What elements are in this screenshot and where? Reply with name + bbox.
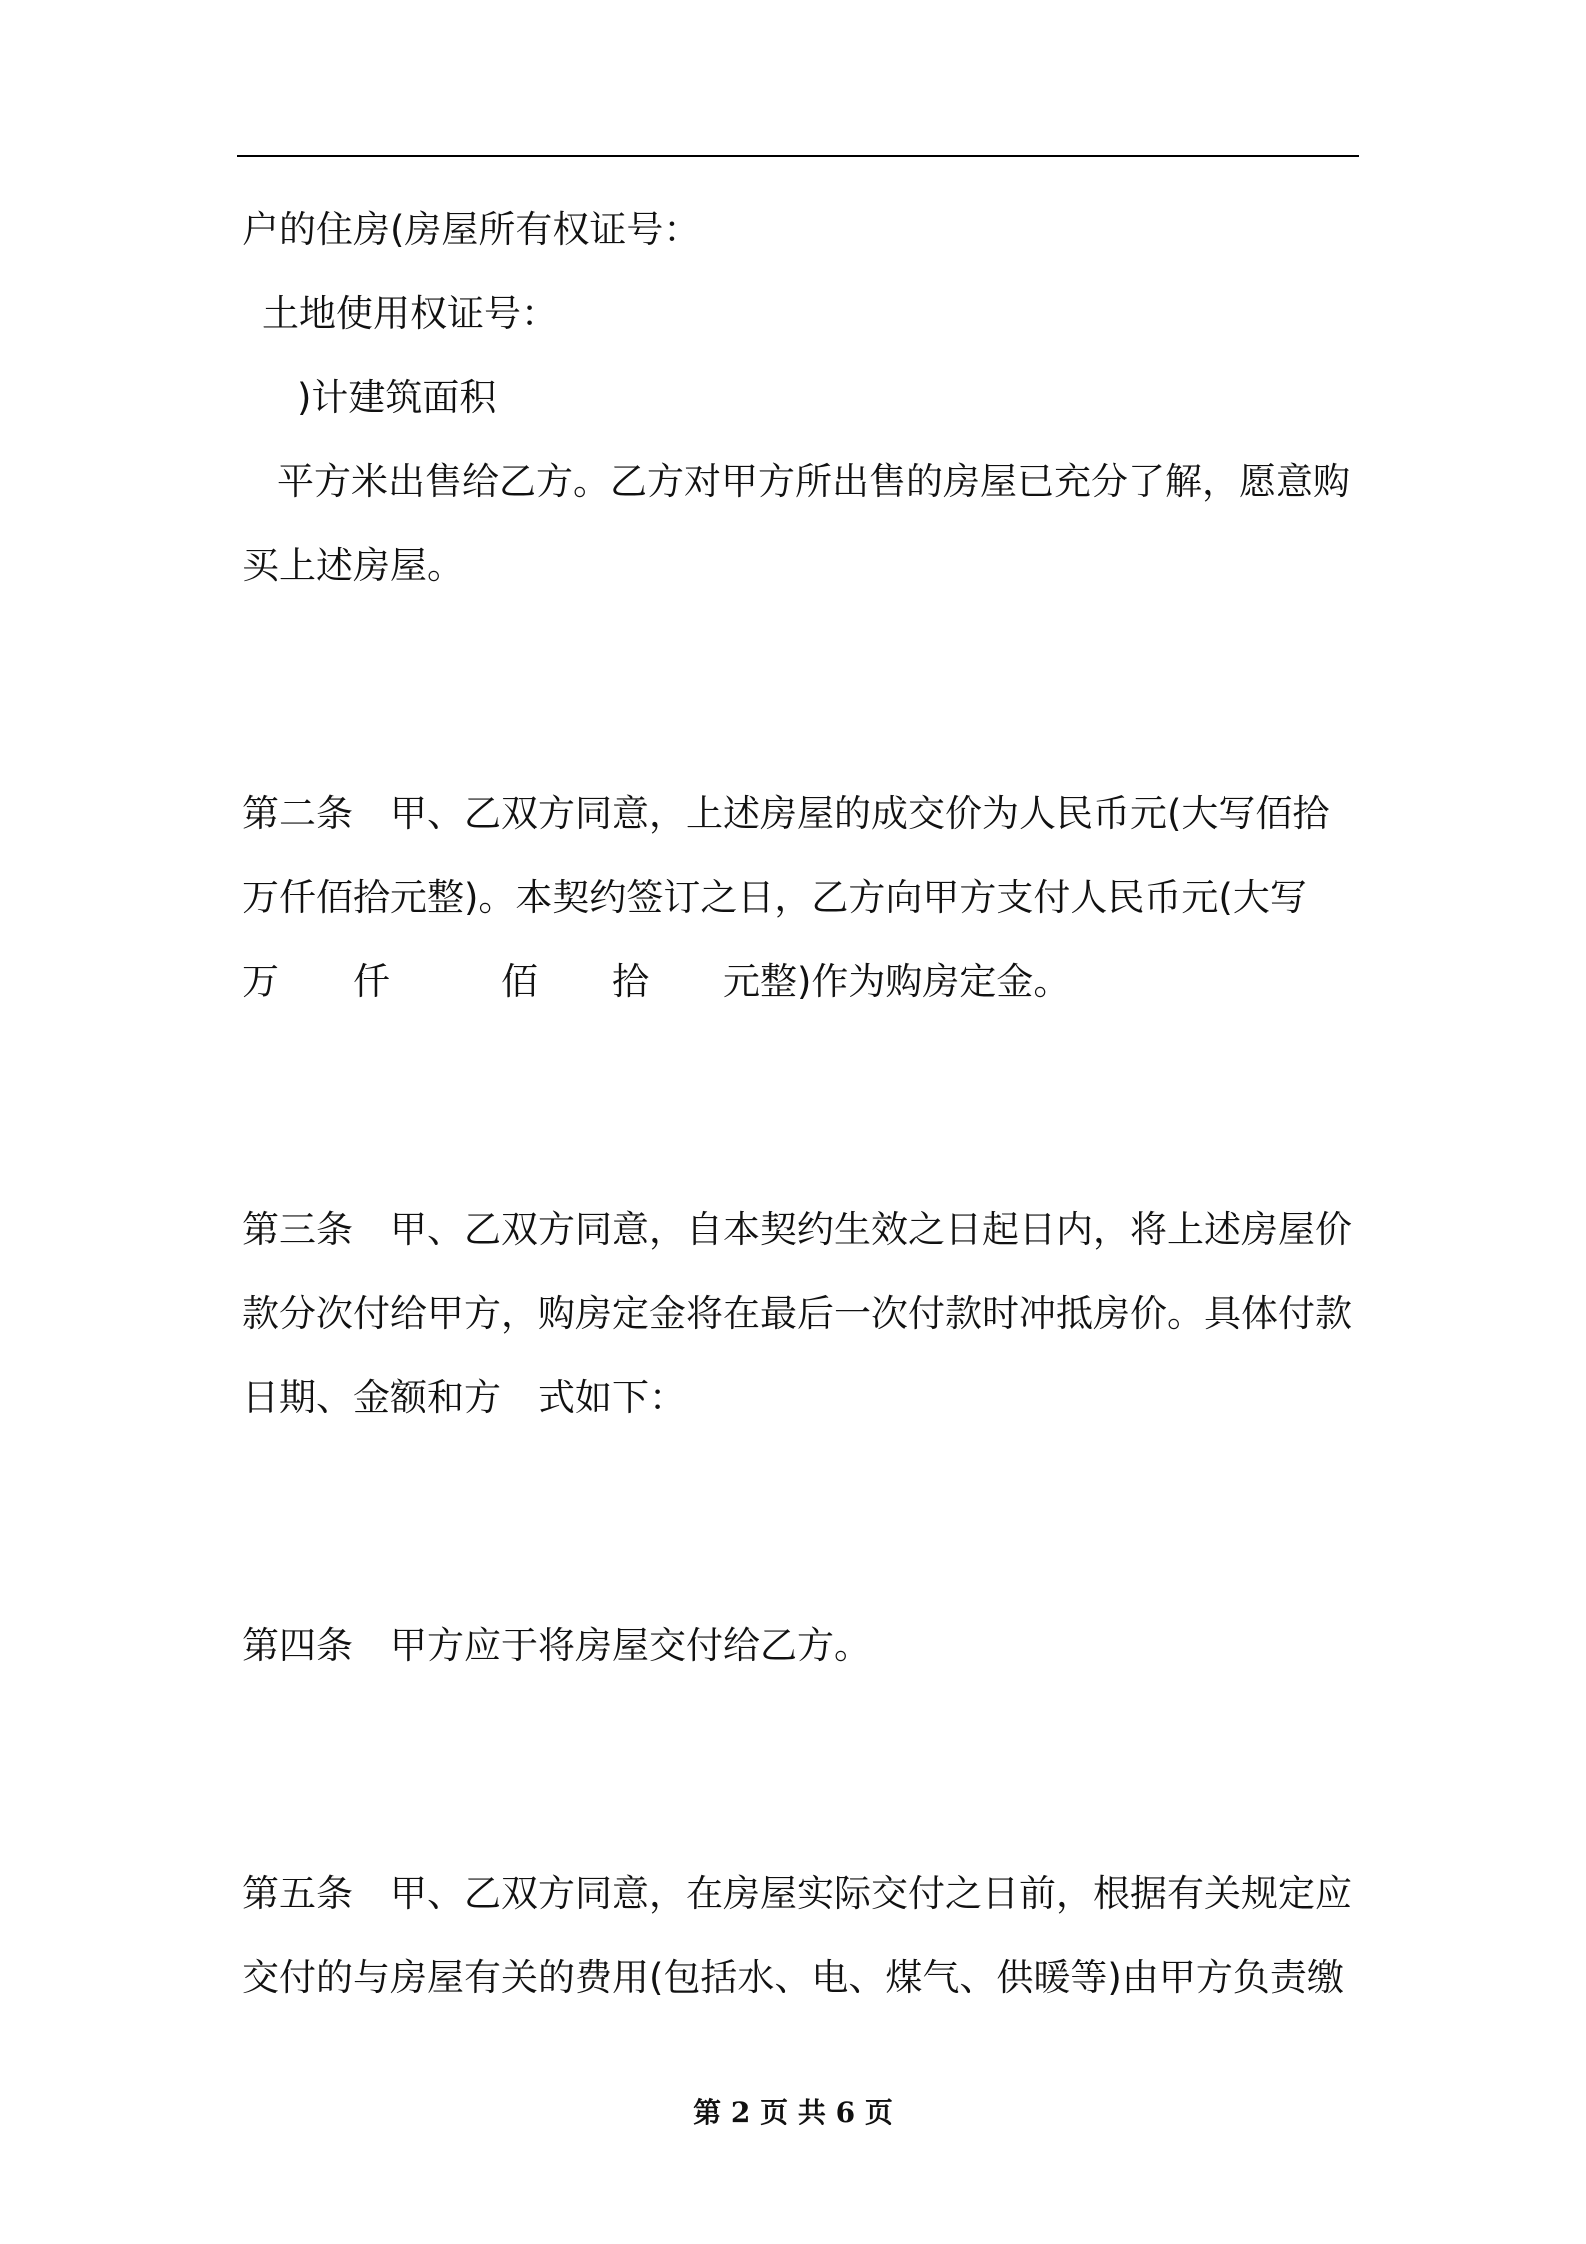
article-3-line: 日期、金额和方 式如下： bbox=[242, 1376, 686, 1419]
article-2-line: 万仟佰拾元整)。本契约签订之日，乙方向甲方支付人民币元(大写 bbox=[242, 876, 1307, 919]
article-2-line: 第二条 甲、乙双方同意，上述房屋的成交价为人民币元(大写佰拾 bbox=[242, 792, 1330, 835]
paragraph-line: 土地使用权证号： bbox=[262, 292, 558, 335]
paragraph-line: )计建筑面积 bbox=[297, 376, 497, 419]
article-5-line: 交付的与房屋有关的费用(包括水、电、煤气、供暖等)由甲方负责缴 bbox=[242, 1956, 1344, 1999]
header-rule bbox=[237, 155, 1359, 157]
article-3-line: 第三条 甲、乙双方同意，自本契约生效之日起日内，将上述房屋价 bbox=[242, 1208, 1352, 1251]
article-3-line: 款分次付给甲方，购房定金将在最后一次付款时冲抵房价。具体付款 bbox=[242, 1292, 1352, 1335]
article-2-line: 万 仟 佰 拾 元整)作为购房定金。 bbox=[242, 960, 1071, 1003]
page-number-footer: 第 2 页 共 6 页 bbox=[693, 2096, 893, 2129]
paragraph-line: 户的住房(房屋所有权证号： bbox=[242, 208, 701, 251]
paragraph-line: 平方米出售给乙方。乙方对甲方所出售的房屋已充分了解，愿意购 bbox=[277, 460, 1350, 503]
article-5-line: 第五条 甲、乙双方同意，在房屋实际交付之日前，根据有关规定应 bbox=[242, 1872, 1352, 1915]
paragraph-line: 买上述房屋。 bbox=[242, 544, 464, 587]
article-4-line: 第四条 甲方应于将房屋交付给乙方。 bbox=[242, 1624, 871, 1667]
